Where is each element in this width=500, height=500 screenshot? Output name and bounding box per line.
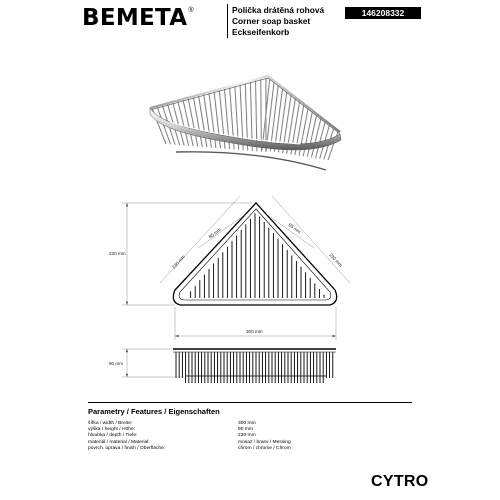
dim-height-label: 230 mm	[109, 251, 126, 256]
registered-mark: ®	[188, 7, 194, 14]
photo-wire	[183, 100, 193, 146]
plan-view-drawing	[0, 190, 500, 345]
photo-wire-highlight	[184, 100, 194, 146]
photo-wire	[266, 80, 274, 150]
parameters-title: Parametry / Features / Eigenschaften	[88, 407, 220, 416]
side-wires	[176, 352, 333, 383]
photo-wire	[178, 101, 189, 146]
photo-wire-highlight	[179, 101, 190, 146]
param-label: materiál / material / Material:	[88, 439, 150, 445]
photo-wire	[312, 118, 322, 157]
dim-side-right-label: 230 mm	[328, 252, 344, 268]
product-name: CYTRO	[371, 473, 429, 490]
title-de: Eckseifenkorb	[232, 27, 290, 37]
param-value: 80 mm	[238, 427, 253, 433]
photo-wire	[316, 122, 326, 158]
photo-wire-highlight	[194, 97, 203, 147]
dim-depth-label: 80 mm	[109, 361, 124, 366]
dim-inner-right-label: 85 mm	[287, 222, 302, 235]
photo-wire	[193, 97, 202, 147]
product-code-badge: 146208332	[345, 7, 421, 19]
param-value: mosaz / brass / Messing	[238, 439, 291, 445]
parameters-rule	[88, 402, 412, 403]
param-value: chrom / chrome / Chrom	[238, 445, 291, 451]
dim-height-arrow-top	[126, 203, 128, 207]
param-value: 300 mm	[238, 421, 256, 426]
brand-logo	[82, 5, 194, 31]
parameters-table	[88, 421, 388, 452]
param-label: výška / height / Höhe:	[88, 427, 136, 433]
param-value: 230 mm	[238, 433, 256, 439]
dim-width-arrow-right	[333, 335, 337, 337]
photo-wire	[188, 98, 198, 146]
table-row	[88, 446, 388, 452]
dim-side-right-line	[272, 196, 350, 283]
dim-width-label: 300 mm	[246, 329, 263, 334]
photo-wire-highlight	[189, 98, 199, 146]
param-label: povrch. úprava / finish / Oberfläche:	[88, 445, 166, 451]
title-en: Corner soap basket	[232, 16, 311, 26]
dim-depth-arrow-top	[126, 349, 128, 352]
side-view-drawing	[0, 340, 500, 390]
title-cs: Polička drátěná rohová	[232, 5, 325, 15]
dim-depth-arrow-bottom	[126, 374, 128, 377]
product-photo	[140, 65, 360, 185]
photo-wire-highlight	[199, 96, 207, 148]
param-label: hloubka / depth / Tiefe:	[88, 433, 138, 439]
product-titles	[232, 5, 324, 38]
dim-side-left-label: 230 mm	[171, 254, 187, 270]
brand-name: BEMETA	[82, 5, 188, 31]
photo-wire	[307, 115, 316, 157]
dim-inner-left-label: 85 mm	[207, 227, 223, 240]
param-label: šířka / width / Breite:	[88, 421, 133, 426]
header-divider	[227, 4, 228, 38]
dim-width-arrow-left	[175, 335, 179, 337]
dim-height-arrow-bottom	[126, 302, 128, 306]
